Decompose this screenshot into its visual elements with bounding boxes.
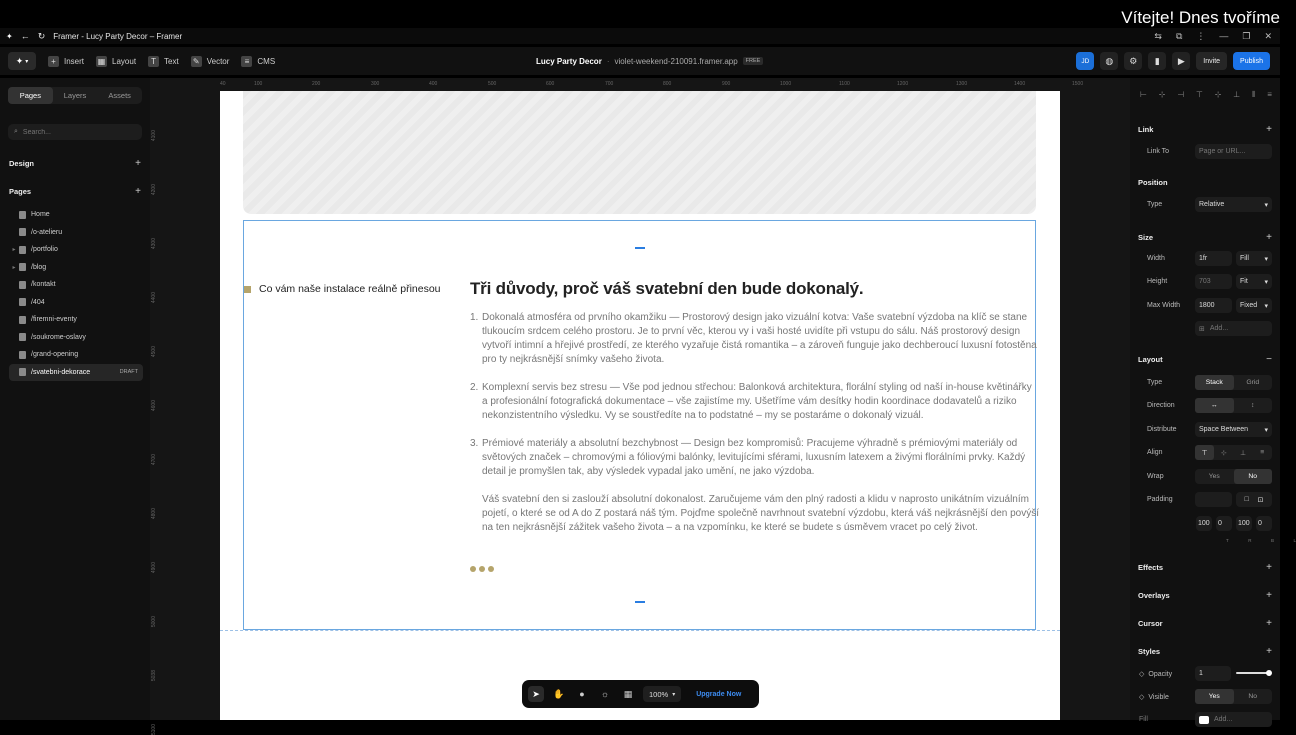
page-icon <box>19 333 26 341</box>
padding-input[interactable] <box>1195 492 1232 507</box>
page-item[interactable] <box>9 364 143 382</box>
page-icon <box>19 228 26 236</box>
design-section-header[interactable]: Design + <box>9 158 141 169</box>
ruler-tick-label: 4900 <box>151 562 157 574</box>
direction-vertical-icon[interactable]: ↕ <box>1251 402 1255 409</box>
align-right-icon[interactable]: ⊣ <box>1177 90 1185 99</box>
visible-yes[interactable]: Yes <box>1195 689 1234 704</box>
add-size-icon[interactable]: + <box>1266 232 1272 243</box>
padding-right-input[interactable]: 0 <box>1216 516 1232 531</box>
pages-section-header[interactable]: Pages + <box>9 186 141 197</box>
ruler-tick-label: 900 <box>722 81 731 87</box>
section-heading[interactable]: Tři důvody, proč váš svatební den bude dokonalý. <box>470 279 864 298</box>
effects-section-header[interactable]: Effects + <box>1138 562 1272 573</box>
padding-bottom-input[interactable]: 100 <box>1236 516 1252 531</box>
align-baseline-icon[interactable]: ≡ <box>1260 449 1265 456</box>
minimize-icon[interactable]: — <box>1219 31 1229 41</box>
position-type-select[interactable]: Relative ▾ <box>1195 197 1272 212</box>
preview-play-icon[interactable]: ▶ <box>1172 52 1190 70</box>
wrap-no[interactable]: No <box>1234 469 1273 484</box>
plan-badge: FREE <box>743 57 764 65</box>
separator: · <box>606 56 610 66</box>
ruler-tick-label: 600 <box>546 81 555 87</box>
page-item-label: /grand-opening <box>31 351 79 359</box>
styles-section-header[interactable]: Styles + <box>1138 646 1272 657</box>
ruler-tick-label: 4800 <box>151 508 157 520</box>
ruler-tick-label: 4100 <box>151 130 157 142</box>
visible-row: ◇ Visible Yes No <box>1139 689 1272 704</box>
ruler-tick-label: 1300 <box>956 81 968 87</box>
add-effect-icon[interactable]: + <box>1266 562 1272 573</box>
max-width-mode-select[interactable]: Fixed ▾ <box>1236 298 1272 313</box>
tab-assets[interactable]: Assets <box>108 91 131 100</box>
ruler-tick-label: 1100 <box>839 81 850 87</box>
list-item-text: Dokonalá atmosféra od prvního okamžiku — Prostorový design jako vizuální kotva: Vaše svatební výzdoba na klíč se stane tlukoucím srdcem celého prostoru. Je to první věc, kterou vy i vaši hosté uvidíte při vstupu do sálu. Náš prostorový design vytvoří intimní a hřejivé prostředí, ze kterého vyzařuje čistá romantika – a zároveň funguje jako dechberoucí luxusní fotostěna pro ty nejkrásnější snímky vašeho života. <box>482 312 1037 365</box>
wrap-row: Wrap Yes No <box>1147 469 1272 484</box>
close-icon[interactable]: ✕ <box>1264 30 1272 41</box>
align-bottom-icon[interactable]: ⊥ <box>1233 90 1241 99</box>
ruler-tick-label: 200 <box>312 81 321 87</box>
layout-icon: ▦ <box>97 56 106 66</box>
align-row: Align ⊤ ⊹ ⊥ ≡ <box>1147 445 1272 460</box>
add-design-icon[interactable]: + <box>135 158 141 169</box>
visible-no[interactable]: No <box>1248 693 1258 700</box>
link-to-input[interactable]: Page or URL... <box>1195 144 1272 159</box>
add-size-constraint-button[interactable]: ⊞ Add... <box>1195 321 1272 336</box>
remove-layout-icon[interactable]: − <box>1266 354 1272 365</box>
distribute-row: Distribute Space Between ▾ <box>1147 422 1272 437</box>
draft-badge: DRAFT <box>119 369 138 376</box>
page-item[interactable] <box>9 259 143 277</box>
side-label[interactable]: Co vám naše instalace reálně přinesou <box>244 283 441 295</box>
page-item-label: /kontakt <box>31 281 56 289</box>
layout-section-header[interactable]: Layout − <box>1138 354 1272 365</box>
align-center-h-icon[interactable]: ⊹ <box>1158 90 1166 99</box>
align-left-icon[interactable]: ⊢ <box>1140 90 1147 99</box>
opacity-row: ◇ Opacity 1 <box>1139 666 1272 681</box>
maximize-icon[interactable]: ❐ <box>1242 30 1251 41</box>
page-item[interactable] <box>9 276 143 294</box>
ruler-tick-label: 800 <box>663 81 672 87</box>
list-item[interactable] <box>470 311 1040 367</box>
ruler-tick-label: 1000 <box>780 81 792 87</box>
back-icon[interactable]: ← <box>20 31 30 41</box>
page-frame[interactable] <box>220 91 1060 720</box>
cursor-icon[interactable]: ➤ <box>528 686 544 702</box>
grid-icon[interactable]: ▦ <box>623 688 633 699</box>
page-icon <box>19 368 26 376</box>
fill-row: Fill Add... <box>1139 712 1272 727</box>
frame-boundary-line <box>220 630 1060 631</box>
ruler-top <box>220 80 1084 90</box>
max-width-row: Max Width 1800 Fixed ▾ <box>1147 298 1272 313</box>
square-bullet-icon <box>244 286 251 293</box>
search-input[interactable] <box>23 129 123 136</box>
cursor-section-header[interactable]: Cursor + <box>1138 618 1272 629</box>
pen-icon: ✎ <box>191 56 202 67</box>
add-page-icon[interactable]: + <box>135 186 141 197</box>
publish-button[interactable]: Publish <box>1233 52 1270 70</box>
chevron-down-icon: ▾ <box>1264 255 1268 263</box>
distribute-select[interactable]: Space Between ▾ <box>1195 422 1272 437</box>
text-icon: T <box>148 56 159 67</box>
wrap-toggle <box>1195 469 1272 484</box>
page-icon <box>19 316 26 324</box>
framer-menu-button[interactable] <box>8 52 36 70</box>
page-icon <box>19 246 26 254</box>
search-box[interactable] <box>8 124 142 140</box>
page-item-label: /soukrome-oslavy <box>31 333 86 341</box>
link-to-row: Link To Page or URL... <box>1147 144 1272 159</box>
direction-horizontal-icon[interactable]: ↔ <box>1195 398 1234 413</box>
position-type-row: Type Relative ▾ <box>1147 197 1272 212</box>
distribute-v-icon[interactable]: ≡ <box>1267 90 1272 99</box>
page-item-label: /portfolio <box>31 246 58 254</box>
width-row: Width 1fr Fill ▾ <box>1147 251 1272 266</box>
overlay-welcome-text: Vítejte! Dnes tvoříme <box>1121 8 1280 27</box>
ruler-tick-label: 300 <box>371 81 380 87</box>
layout-type-row: Type Stack Grid <box>1147 375 1272 390</box>
size-section-header[interactable]: Size + <box>1138 232 1272 243</box>
ruler-tick-label: 4700 <box>151 454 157 466</box>
add-style-icon[interactable]: + <box>1266 646 1272 657</box>
page-item[interactable] <box>9 346 143 364</box>
direction-row: Direction ↔ ↕ <box>1147 398 1272 413</box>
page-item[interactable] <box>9 206 143 224</box>
align-start-icon[interactable]: ⊤ <box>1195 445 1214 460</box>
visible-toggle <box>1195 689 1272 704</box>
list-item-text: Komplexní servis bez stresu — Vše pod jednou střechou: Balonková architektura, florální styling od naší in-house květinářky a profesionální fotografická dokumentace – vše zajistíme my. Ušetříme vám desítky hodin koordinace dodavatelů a riziko nekonzistentního výsledku. Vy se soustředíte na to podstatné – my se postaráme o dokonalý vizuál. <box>482 382 1032 421</box>
reasons-section[interactable] <box>243 220 1040 630</box>
padding-left-input[interactable]: 0 <box>1256 516 1272 531</box>
ruler-tick-label: 400 <box>429 81 438 87</box>
list-item[interactable] <box>470 381 1040 423</box>
title-bar <box>0 28 1280 44</box>
reasons-list[interactable] <box>470 311 1040 549</box>
height-row: Height 703 Fit ▾ <box>1147 274 1272 289</box>
align-end-icon[interactable]: ⊥ <box>1240 449 1247 457</box>
padding-side-labels: T R B L <box>1226 538 1296 543</box>
ruler-tick-label: 5100 <box>151 724 157 735</box>
list-item-number: 2. <box>470 382 479 393</box>
color-swatch-icon <box>1199 716 1209 724</box>
hero-image-placeholder[interactable] <box>243 91 1036 214</box>
page-icon <box>19 351 26 359</box>
padding-top-input[interactable]: 100 <box>1196 516 1212 531</box>
tab-pages[interactable]: Pages <box>8 87 53 104</box>
chevron-down-icon: ▾ <box>1264 302 1268 310</box>
tab-layers[interactable]: Layers <box>63 91 87 100</box>
ruler-tick-label: 5038 <box>151 670 157 682</box>
framer-logo-icon: ✦ <box>15 55 24 66</box>
add-link-icon[interactable]: + <box>1266 124 1272 135</box>
settings-icon[interactable]: ⚙ <box>1124 52 1142 70</box>
chevron-down-icon: ▾ <box>672 691 676 698</box>
page-item-label: /o-atelieru <box>31 228 63 236</box>
align-center-icon[interactable]: ⊹ <box>1221 449 1227 457</box>
site-name: Lucy Party Decor <box>536 56 602 66</box>
framer-app-icon: ✦ <box>6 31 13 41</box>
align-top-icon[interactable]: ⊤ <box>1196 90 1203 99</box>
page-item[interactable] <box>9 241 143 259</box>
translate-icon[interactable]: ⇆ <box>1154 30 1162 41</box>
dots-decoration <box>470 566 494 572</box>
direction-toggle <box>1195 398 1272 413</box>
page-item-label: /404 <box>31 298 45 306</box>
ruler-tick-label: 100 <box>254 81 263 87</box>
padding-individual-icon[interactable]: ⊡ <box>1257 496 1264 504</box>
diamond-icon: ◇ <box>1139 670 1145 678</box>
ruler-tick-label: 4600 <box>151 400 157 412</box>
canvas-tools-bar <box>522 680 759 708</box>
align-center-v-icon[interactable]: ⊹ <box>1214 90 1222 99</box>
properties-panel <box>1130 78 1296 723</box>
wrap-yes[interactable]: Yes <box>1208 473 1220 480</box>
section-handle-top[interactable] <box>635 247 645 249</box>
ruler-tick-label: 700 <box>605 81 614 87</box>
layout-button[interactable]: ▦ Layout <box>97 56 137 66</box>
page-list <box>9 206 143 381</box>
diamond-icon: ◇ <box>1139 693 1145 701</box>
list-item-number: 1. <box>470 312 479 323</box>
section-handle-bottom[interactable] <box>635 601 645 603</box>
link-section-header[interactable]: Link + <box>1138 124 1272 135</box>
cms-button[interactable]: ≡ CMS <box>241 56 275 67</box>
page-item[interactable] <box>9 311 143 329</box>
closing-paragraph[interactable]: Váš svatební den si zaslouží absolutní dokonalost. Zaručujeme vám den plný radosti a klidu v naprosto unikátním vizuálním pojetí, o které se od A do Z postará náš tým. Pojďme společně navrhnout svatební výzdobu, která váš nejkrásnější den povýší na ten nejkrásnější zážitek vašeho života – a na vzpomínku, ke které se budete s úsměvem vracet po celý život. <box>482 494 1040 533</box>
page-item[interactable] <box>9 329 143 347</box>
ruler-tick-label: 4500 <box>151 346 157 358</box>
opacity-slider-handle[interactable] <box>1266 670 1272 676</box>
layout-type-grid[interactable]: Grid <box>1246 379 1260 386</box>
page-item-label: Home <box>31 211 50 219</box>
upgrade-now-link[interactable]: Upgrade Now <box>696 690 742 698</box>
page-item-label: /firemni-eventy <box>31 316 77 324</box>
add-overlay-icon[interactable]: + <box>1266 590 1272 601</box>
position-section-header: Position <box>1138 178 1168 187</box>
text-button[interactable]: T Text <box>148 56 179 67</box>
page-item[interactable] <box>9 294 143 312</box>
align-toggle <box>1195 445 1272 460</box>
hand-icon[interactable]: ✋ <box>553 688 565 699</box>
site-title[interactable] <box>536 47 763 75</box>
left-sidebar <box>0 78 150 720</box>
insert-button[interactable]: + Insert <box>48 56 84 67</box>
padding-row: Padding □ ⊡ <box>1147 492 1272 507</box>
padding-uniform-icon[interactable]: □ <box>1244 496 1249 503</box>
zoom-select[interactable]: 100% ▾ <box>643 686 681 702</box>
ruler-tick-label: 40 <box>220 81 226 87</box>
width-input[interactable]: 1fr <box>1195 251 1232 266</box>
distribute-h-icon[interactable]: ⫴ <box>1252 90 1256 99</box>
analytics-icon[interactable]: ▮ <box>1148 52 1166 70</box>
overlays-section-header[interactable]: Overlays + <box>1138 590 1272 601</box>
chevron-right-icon[interactable]: ▸ <box>12 264 16 271</box>
database-icon: ≡ <box>241 56 252 67</box>
sidebar-tabs <box>8 87 142 104</box>
max-width-input[interactable]: 1800 <box>1195 298 1232 313</box>
list-item[interactable] <box>470 437 1040 479</box>
globe-icon[interactable]: ◍ <box>1100 52 1118 70</box>
plus-icon: + <box>48 56 59 67</box>
list-item-text: Prémiové materiály a absolutní bezchybnost — Design bez kompromisů: Pracujeme výhradně s prémiovými materiály od světových značek – chromovými a fóliovými balónky, levitujícími sférami, luxusním latexem a živými florálními prvky. Každý detail je promyšlen tak, aby výsledek vypadal jako umění, ne jako výzdoba. <box>482 438 1026 477</box>
comment-icon[interactable]: ● <box>579 689 585 699</box>
chevron-down-icon: ▾ <box>1264 278 1268 286</box>
avatar[interactable]: JD <box>1076 52 1094 70</box>
ruler-tick-label: 1500 <box>1072 81 1084 87</box>
width-mode-select[interactable]: Fill ▾ <box>1236 251 1272 266</box>
site-url: violet-weekend-210091.framer.app <box>614 56 738 66</box>
page-item-label: /svatebni-dekorace <box>31 368 91 376</box>
ruler-side <box>150 90 162 735</box>
ruler-tick-label: 1200 <box>897 81 909 87</box>
alignment-toolbar <box>1140 90 1272 100</box>
chevron-right-icon[interactable]: ▸ <box>12 247 16 254</box>
layout-type-toggle <box>1195 375 1272 390</box>
ruler-tick-label: 500 <box>488 81 497 87</box>
ruler-tick-label: 1400 <box>1014 81 1026 87</box>
page-icon <box>19 298 26 306</box>
chevron-down-icon: ▾ <box>25 58 29 65</box>
reload-icon[interactable]: ↻ <box>37 30 46 41</box>
opacity-slider[interactable] <box>1236 672 1270 674</box>
ruler-tick-label: 4300 <box>151 238 157 250</box>
ruler-tick-label: 4400 <box>151 292 157 304</box>
window-title: Framer - Lucy Party Decor – Framer <box>53 31 183 41</box>
page-icon <box>19 263 26 271</box>
chevron-down-icon: ▾ <box>1264 201 1268 209</box>
page-item-label: /blog <box>31 263 47 271</box>
layout-type-stack[interactable]: Stack <box>1195 375 1234 390</box>
ruler-tick-label: 4200 <box>151 184 157 196</box>
canvas[interactable] <box>150 78 1130 735</box>
constraint-icon: ⊞ <box>1199 325 1205 333</box>
search-icon: ⌕ <box>14 128 18 135</box>
more-icon[interactable]: ⋮ <box>1196 30 1206 41</box>
list-item-number: 3. <box>470 438 479 449</box>
add-cursor-icon[interactable]: + <box>1266 618 1272 629</box>
page-item[interactable] <box>9 224 143 242</box>
theme-sun-icon[interactable]: ☼ <box>600 689 610 699</box>
padding-mode-toggle[interactable] <box>1236 492 1272 507</box>
height-mode-select[interactable]: Fit ▾ <box>1236 274 1272 289</box>
main-toolbar <box>0 47 1280 75</box>
ruler-tick-label: 5000 <box>151 616 157 628</box>
vector-button[interactable]: ✎ Vector <box>191 56 230 67</box>
size-add-row <box>1147 321 1272 336</box>
height-input[interactable]: 703 <box>1195 274 1232 289</box>
invite-button[interactable]: Invite <box>1196 52 1227 70</box>
opacity-input[interactable]: 1 <box>1195 666 1231 681</box>
page-icon <box>19 281 26 289</box>
page-icon <box>19 211 26 219</box>
fill-add-button[interactable]: Add... <box>1195 712 1272 727</box>
padding-values-row <box>1147 516 1272 531</box>
chevron-down-icon: ▾ <box>1264 426 1268 434</box>
extensions-icon[interactable]: ⧉ <box>1175 30 1183 41</box>
